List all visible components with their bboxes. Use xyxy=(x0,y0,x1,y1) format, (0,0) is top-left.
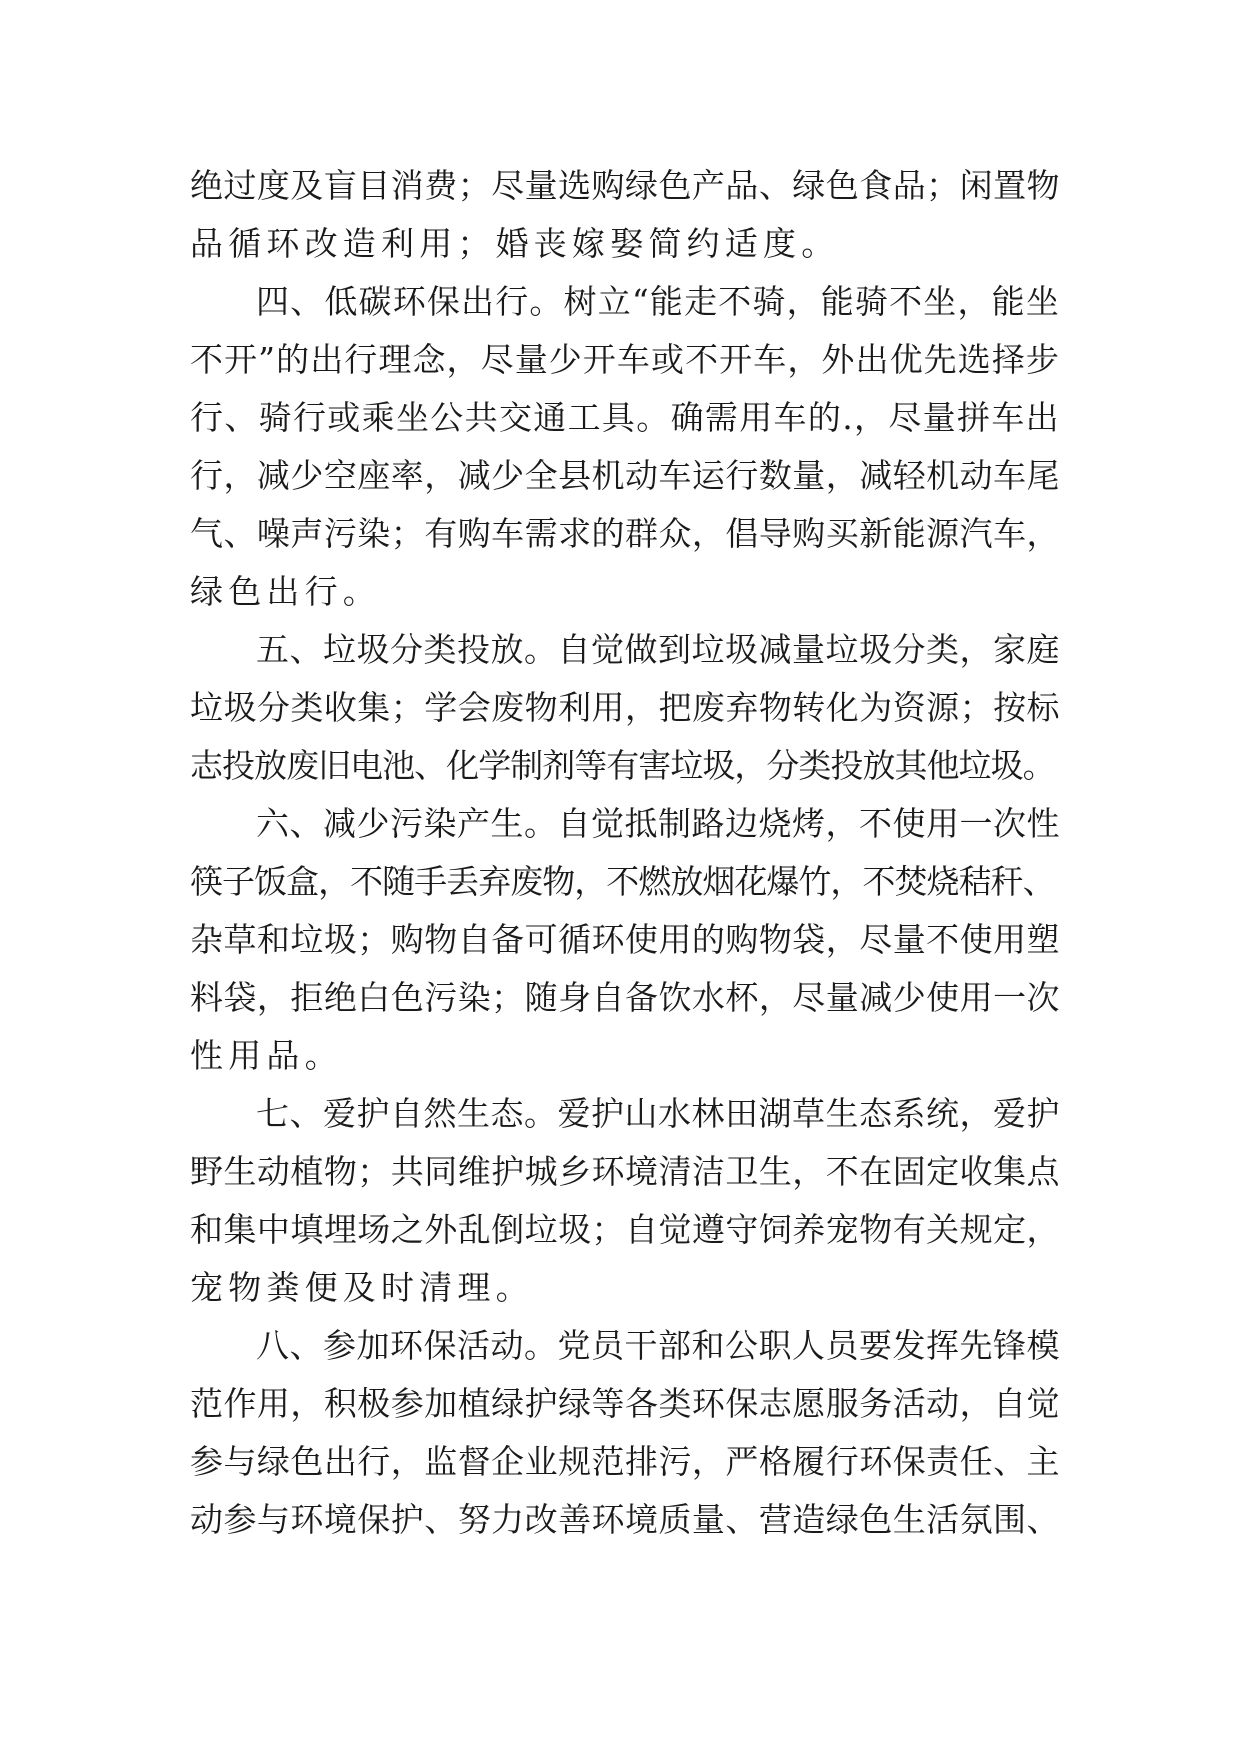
text-line: 七、爱护自然生态。爱护山水林田湖草生态系统，爱护 xyxy=(256,1094,1060,1133)
text-line: 料袋，拒绝白色污染；随身自备饮水杯，尽量减少使用一次 xyxy=(190,978,1060,1017)
text-line: 行、骑行或乘坐公共交通工具。确需用车的.，尽量拼车出 xyxy=(190,398,1060,437)
text-line: 不开”的出行理念，尽量少开车或不开车，外出优先选择步 xyxy=(190,340,1060,379)
text-line: 筷子饭盒，不随手丢弃废物，不燃放烟花爆竹，不焚烧秸秆、 xyxy=(190,862,1055,901)
text-line: 志投放废旧电池、化学制剂等有害垃圾，分类投放其他垃圾。 xyxy=(190,746,1055,785)
document-body xyxy=(190,157,1060,1549)
text-line: 宠物粪便及时清理。 xyxy=(190,1268,534,1307)
text-line: 六、减少污染产生。自觉抵制路边烧烤，不使用一次性 xyxy=(256,804,1060,843)
text-line: 气、噪声污染；有购车需求的群众，倡导购买新能源汽车， xyxy=(190,514,1060,553)
text-line: 绝过度及盲目消费；尽量选购绿色产品、绿色食品；闲置物 xyxy=(190,166,1060,205)
text-line: 参与绿色出行，监督企业规范排污，严格履行环保责任、主 xyxy=(190,1442,1060,1481)
text-line: 动参与环境保护、努力改善环境质量、营造绿色生活氛围、 xyxy=(190,1500,1060,1539)
text-line: 范作用，积极参加植绿护绿等各类环保志愿服务活动，自觉 xyxy=(190,1384,1060,1423)
text-line: 五、垃圾分类投放。自觉做到垃圾减量垃圾分类，家庭 xyxy=(256,630,1060,669)
text-line: 野生动植物；共同维护城乡环境清洁卫生，不在固定收集点 xyxy=(190,1152,1060,1191)
text-line: 性用品。 xyxy=(190,1036,343,1075)
text-line: 绿色出行。 xyxy=(190,572,381,611)
text-line: 垃圾分类收集；学会废物利用，把废弃物转化为资源；按标 xyxy=(190,688,1060,727)
text-line: 品循环改造利用；婚丧嫁娶简约适度。 xyxy=(190,224,840,263)
text-line: 杂草和垃圾；购物自备可循环使用的购物袋，尽量不使用塑 xyxy=(190,920,1060,959)
text-line: 和集中填埋场之外乱倒垃圾；自觉遵守饲养宠物有关规定， xyxy=(190,1210,1060,1249)
text-line: 行，减少空座率，减少全县机动车运行数量，减轻机动车尾 xyxy=(190,456,1060,495)
text-line: 四、低碳环保出行。树立“能走不骑，能骑不坐，能坐 xyxy=(256,282,1060,321)
text-line: 八、参加环保活动。党员干部和公职人员要发挥先锋模 xyxy=(256,1326,1060,1365)
